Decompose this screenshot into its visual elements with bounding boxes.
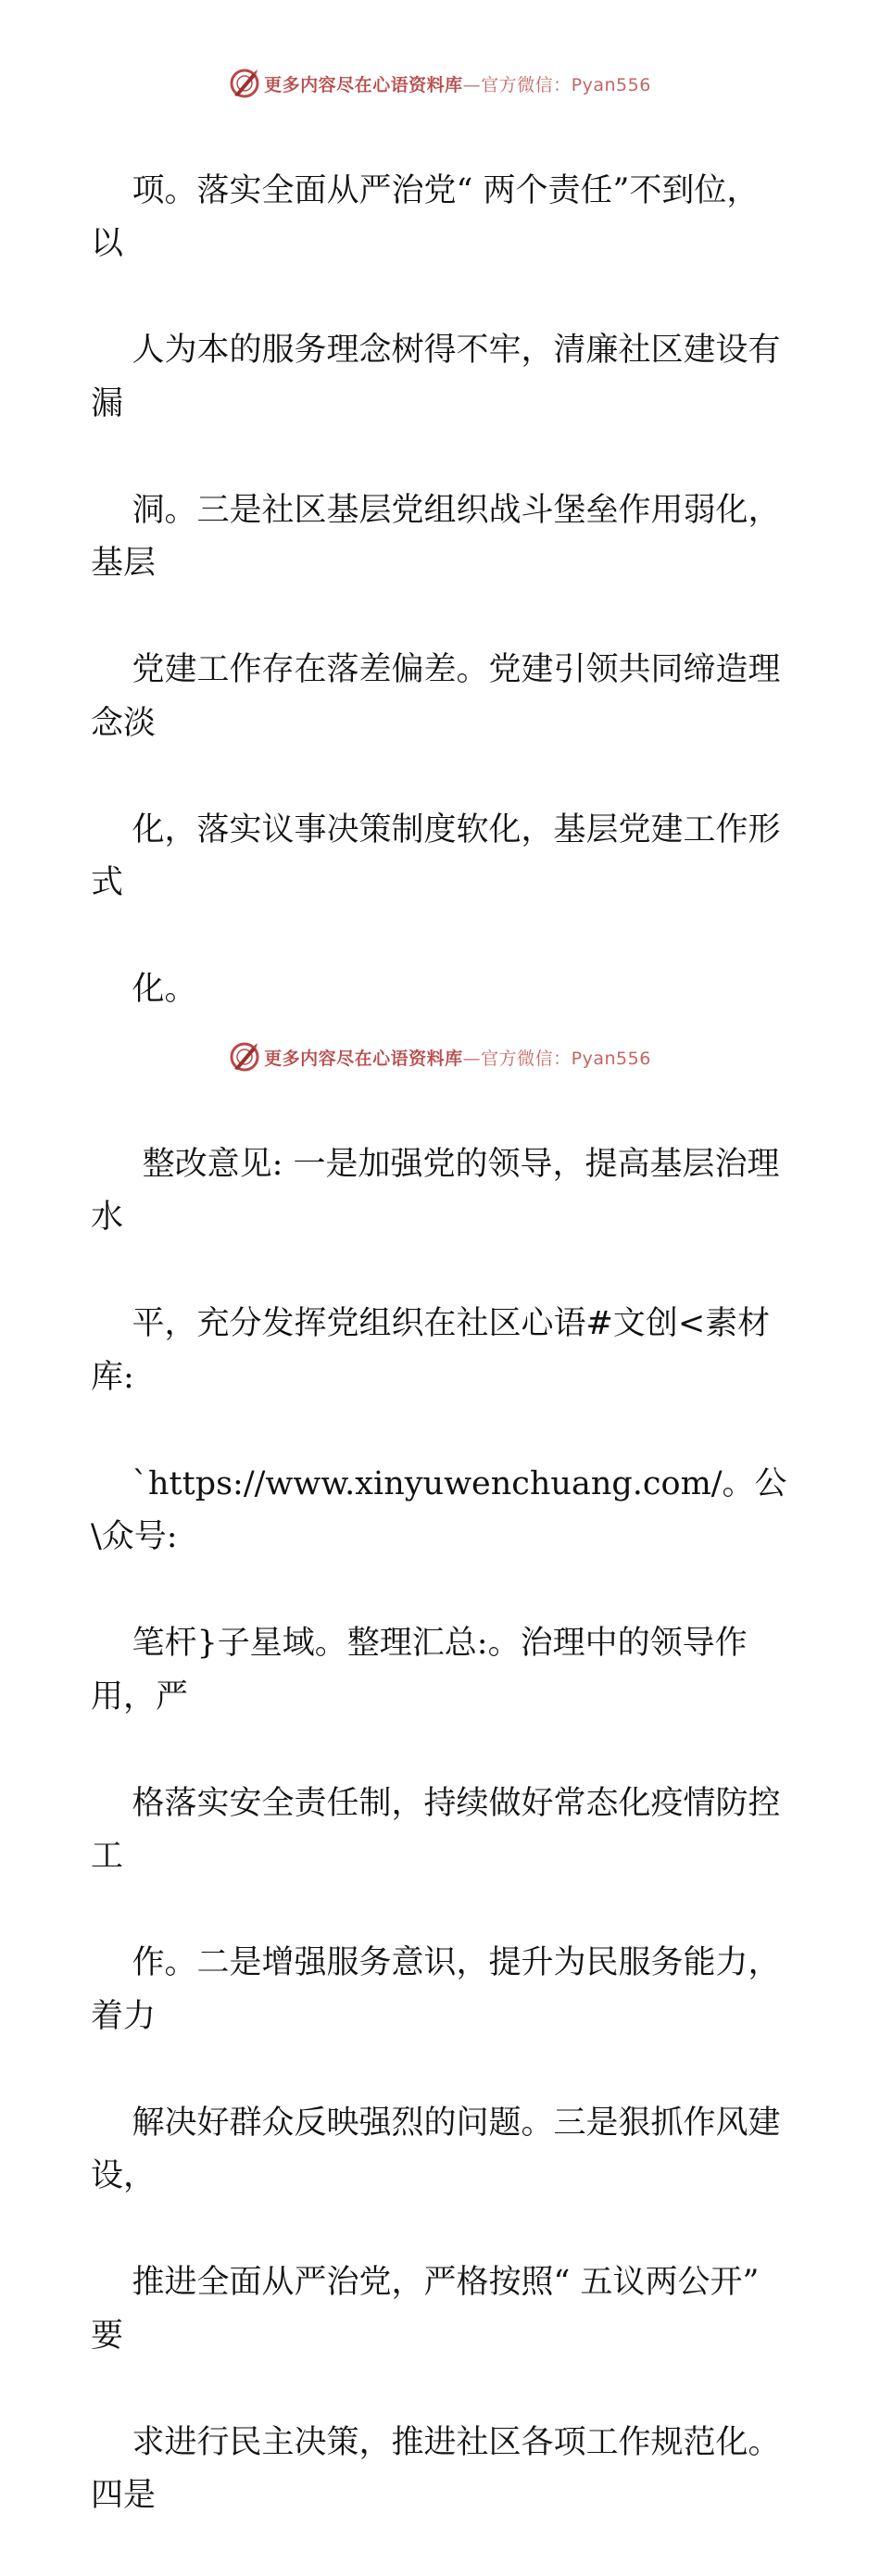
text-line: 求进行民主决策，推进社区各项工作规范化。四是 [91,2423,781,2514]
document-body [91,111,787,2576]
text-line: 化，落实议事决策制度软化，基层党建工作形式 [91,810,781,901]
watermark-text [264,1045,651,1070]
text-line: 笔杆}子星域。整理汇总:。治理中的领导作用，严 [91,1625,748,1715]
watermark-contact: 官方微信：Pyan556 [481,74,651,95]
watermark-main-text: 更多内容尽在心语资料库 [264,1048,463,1069]
watermark-main-text: 更多内容尽在心语资料库 [264,74,463,95]
header-watermark [0,68,880,99]
text-line: 整改意见: 一是加强党的领导，提高基层治理水 [91,1145,780,1236]
text-line: 化。 [132,971,197,1008]
text-line: 格落实安全责任制，持续做好常态化疫情防控工 [91,1784,781,1875]
quill-logo-icon [229,1041,260,1073]
text-line: 项。落实全面从严治党“ 两个责任”不到位，以 [91,171,760,262]
quill-logo-icon [229,68,260,99]
paragraph-1 [91,111,787,1070]
watermark-contact: 官方微信：Pyan556 [481,1048,651,1069]
watermark-separator: — [462,74,482,95]
text-line: `https://www.xinyuwenchuang.com/。公\众号: [91,1464,787,1555]
text-line: 解决好群众反映强烈的问题。三是狠抓作风建设， [91,2104,781,2194]
text-line: 人为本的服务理念树得不牢，清廉社区建设有漏 [91,332,781,422]
watermark-text [264,71,651,96]
text-line: 洞。三是社区基层党组织战斗堡垒作用弱化，基层 [91,491,781,582]
paragraph-2 [91,1085,787,2576]
watermark-separator: — [462,1048,482,1069]
text-line: 作。二是增强服务意识，提升为民服务能力，着力 [91,1944,781,2035]
footer-watermark [0,1041,880,1073]
text-line: 党建工作存在落差偏差。党建引领共同缔造理念淡 [91,651,781,742]
text-line: 平，充分发挥党组织在社区心语#文创<素材库: [91,1305,771,1396]
text-line: 推进全面从严治党，严格按照“ 五议两公开” 要 [91,2264,770,2355]
